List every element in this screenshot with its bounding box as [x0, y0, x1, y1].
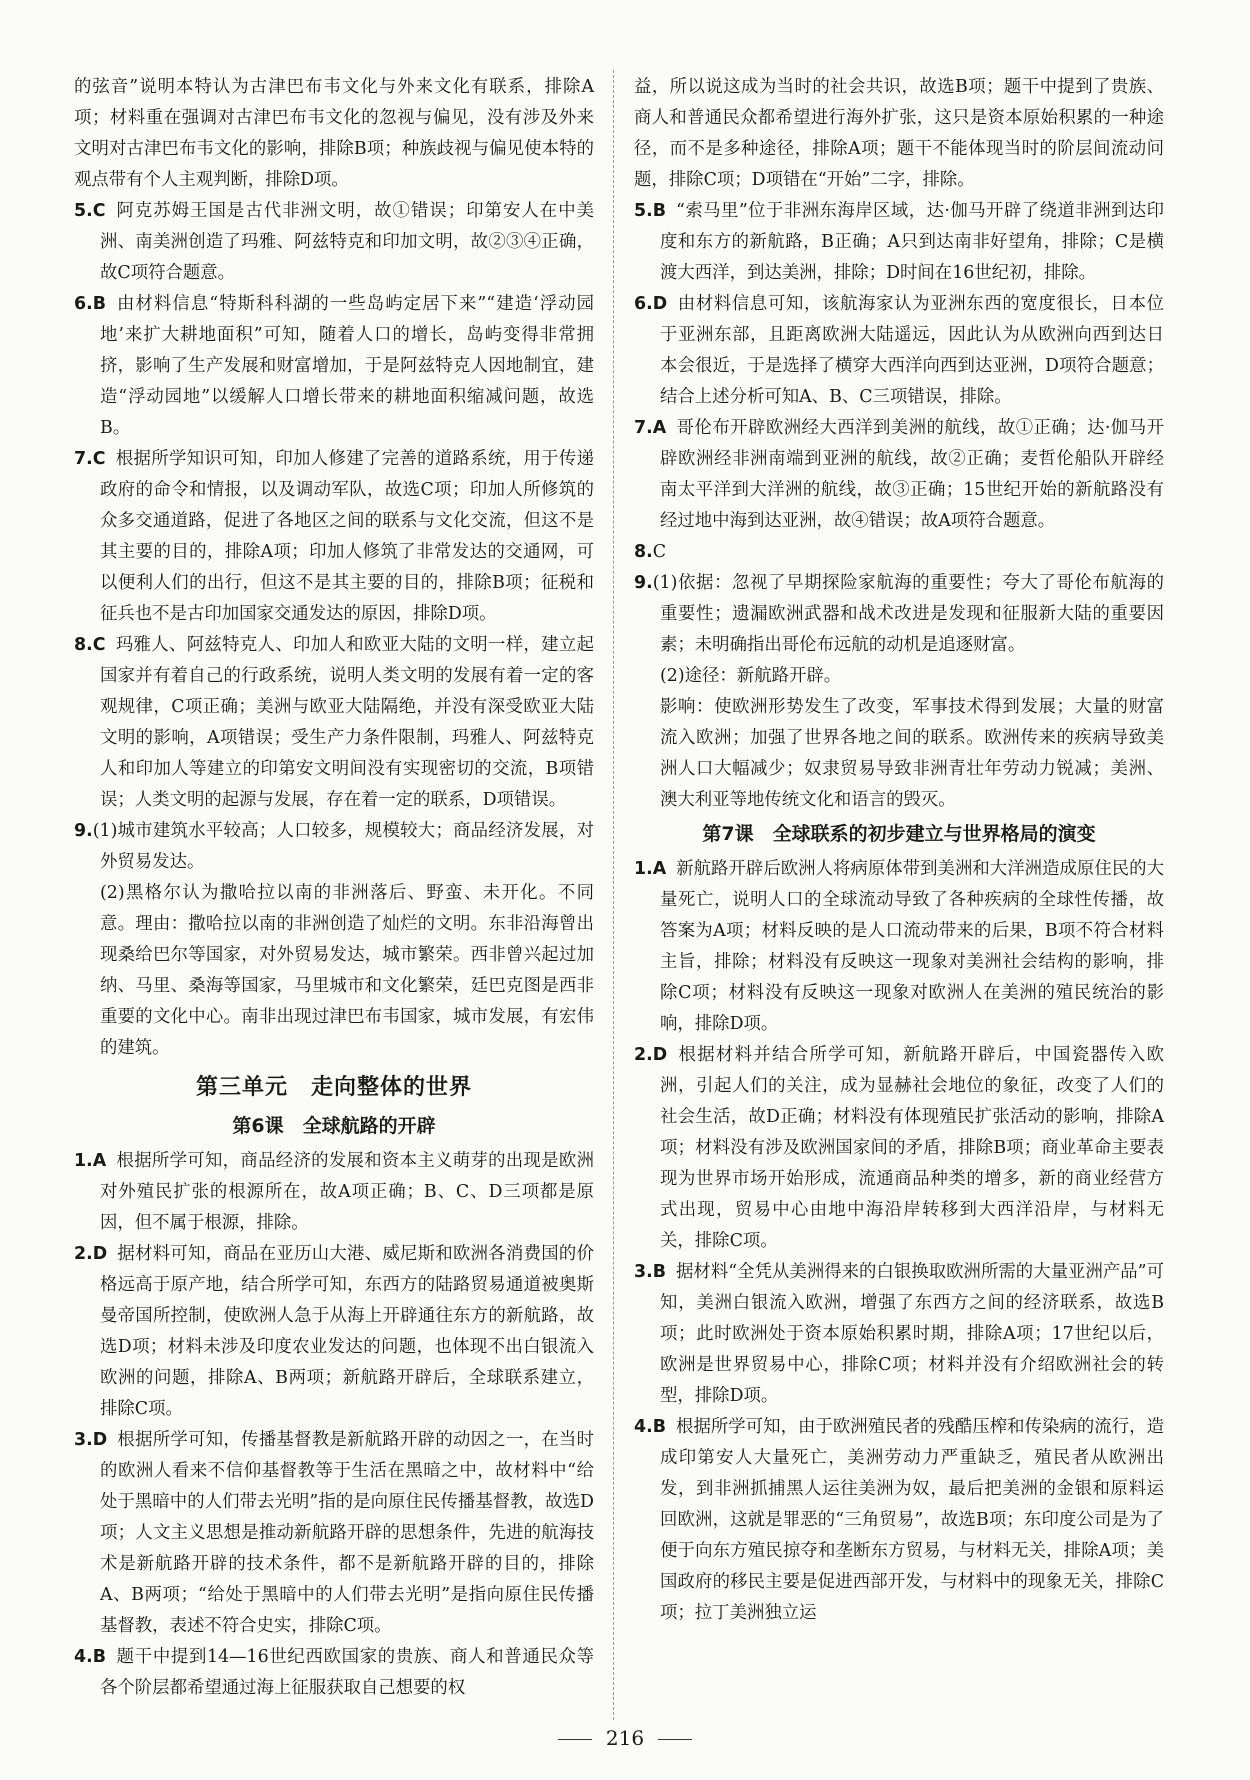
explanation-text: 据材料“全凭从美洲得来的白银换取欧洲所需的大量亚洲产品”可知，美洲白银流入欧洲，增强了东西方之间的经济联系，故选B项；此时欧洲处于资本原始积累时期，排除A项；17世纪以后，欧洲是世界贸易中心，排除C项；材料并没有介绍欧洲社会的转型，排除D项。	[660, 1262, 1164, 1406]
footer-dash-left	[558, 1739, 592, 1740]
item-number: 8.	[74, 635, 93, 655]
explanation-text: 哥伦布开辟欧洲经大西洋到美洲的航线，故①正确；达·伽马开辟欧洲经非洲南端到亚洲的航线，故②正确；麦哲伦船队开辟经南太平洋到大洋洲的航线，故③正确；15世纪开始的新航路没有经过地中海到达亚洲，故④错误；故A项符合题意。	[660, 418, 1164, 531]
item-number: 1.	[74, 1151, 93, 1171]
continued-text: 的弦音”说明本特认为古津巴布韦文化与外来文化有联系，排除A项；材料重在强调对古津巴布韦文化的忽视与偏见，没有涉及外来文明对古津巴布韦文化的影响，排除B项；种族歧视与偏见使本特的观点带有个人主观判断，排除D项。	[74, 77, 594, 190]
answer-letter: B	[652, 1417, 666, 1437]
answer-item	[74, 1239, 594, 1425]
continued-text: 益，所以说这成为当时的社会共识，故选B项；题干中提到了贵族、商人和普通民众都希望进行海外扩张，这只是资本原始积累的一种途径，而不是多种途径，排除A项；题干不能体现当时的阶层间流动问题，排除C项；D项错在“开始”二字，排除。	[634, 77, 1164, 190]
item-number: 4.	[74, 1647, 93, 1667]
answer-letter: C	[92, 449, 106, 469]
item-number: 5.	[74, 201, 93, 221]
explanation-text: 根据所学可知，商品经济的发展和资本主义萌芽的出现是欧洲对外殖民扩张的根源所在，故A项正确；B、C、D三项都是原因，但不属于根源，排除。	[100, 1151, 594, 1233]
item-number: 2.	[634, 1045, 653, 1065]
answer-letter: D	[652, 294, 668, 314]
answer-item	[634, 1040, 1164, 1257]
page-number: 216	[605, 1726, 645, 1750]
explanation-text: (1)城市建筑水平较高；人口较多，规模较大；商品经济发展，对外贸易发达。	[92, 821, 594, 872]
answer-letter: D	[652, 1045, 668, 1065]
answer-item	[634, 537, 1164, 568]
item-number: 7.	[74, 449, 93, 469]
answer-item	[634, 1257, 1164, 1412]
answer-item	[634, 289, 1164, 413]
sub-answer: 影响：使欧洲形势发生了改变，军事技术得到发展；大量的财富流入欧洲；加强了世界各地之间的联系。欧洲传来的疾病导致美洲人口大幅减少；奴隶贸易导致非洲青壮年劳动力锐减；美洲、澳大利亚等地传统文化和语言的毁灭。	[660, 697, 1164, 810]
footer-dash-right	[658, 1739, 692, 1740]
item-number: 4.	[634, 1417, 653, 1437]
explanation-text: 根据材料并结合所学可知，新航路开辟后，中国瓷器传入欧洲，引起人们的关注，成为显赫社会地位的象征，改变了人们的社会生活，故D正确；材料没有体现殖民扩张活动的影响，排除A项；材料没有涉及欧洲国家间的矛盾，排除B项；商业革命主要表现为世界市场开始形成，流通商品种类的增多，新的商业经营方式出现，贸易中心由地中海沿岸转移到大西洋沿岸，与材料无关，排除C项。	[660, 1045, 1164, 1251]
explanation-text: 据材料可知，商品在亚历山大港、威尼斯和欧洲各消费国的价格远高于原产地，结合所学可知，东西方的陆路贸易通道被奥斯曼帝国所控制，使欧洲人急于从海上开辟通往东方的新航路，故选D项；材料未涉及印度农业发达的问题，也体现不出白银流入欧洲的问题，排除A、B两项；新航路开辟后，全球联系建立，排除C项。	[100, 1244, 594, 1419]
sub-answer: (2)黑格尔认为撒哈拉以南的非洲落后、野蛮、未开化。不同意。理由：撒哈拉以南的非洲创造了灿烂的文明。东非沿海曾出现桑给巴尔等国家，对外贸易发达，城市繁荣。西非曾兴起过加纳、马里、桑海等国家，马里城市和文化繁荣，廷巴克图是西非重要的文化中心。南非出现过津巴布韦国家，城市发展，有宏伟的建筑。	[100, 883, 594, 1058]
left-column	[74, 72, 594, 1704]
item-number: 2.	[74, 1244, 93, 1264]
answer-letter: B	[652, 201, 666, 221]
answer-item	[634, 568, 1164, 661]
page-footer	[0, 1726, 1250, 1750]
item-number: 6.	[634, 294, 653, 314]
item-number: 8.	[634, 542, 653, 562]
answer-letter: D	[92, 1244, 108, 1264]
item-number: 9.	[74, 821, 93, 841]
answer-letter: B	[92, 1647, 106, 1667]
answer-item	[74, 196, 594, 289]
answer-item	[634, 1412, 1164, 1629]
answer-letter: C	[92, 201, 106, 221]
answer-item	[74, 1146, 594, 1239]
answer-letter: A	[92, 1151, 107, 1171]
answer-item	[74, 444, 594, 630]
explanation-text: C	[652, 542, 667, 562]
answer-letter: B	[92, 294, 106, 314]
item-number: 3.	[74, 1430, 93, 1450]
sub-answer: (2)途径：新航路开辟。	[660, 666, 842, 686]
answer-item	[74, 1425, 594, 1642]
answer-letter: D	[92, 1430, 108, 1450]
answer-letter: A	[652, 418, 667, 438]
lesson-title: 第7课 全球联系的初步建立与世界格局的演变	[702, 823, 1096, 845]
explanation-text: 阿克苏姆王国是古代非洲文明，故①错误；印第安人在中美洲、南美洲创造了玛雅、阿兹特克和印加文明，故②③④正确，故C项符合题意。	[100, 201, 594, 283]
answer-item	[74, 816, 594, 878]
explanation-text: 根据所学可知，由于欧洲殖民者的残酷压榨和传染病的流行，造成印第安人大量死亡，美洲劳动力严重缺乏，殖民者从欧洲出发，到非洲抓捕黑人运往美洲为奴，最后把美洲的金银和原料运回欧洲，这就是罪恶的“三角贸易”，故选B项；东印度公司是为了便于向东方殖民掠夺和垄断东方贸易，与材料无关，排除A项；美国政府的移民主要是促进西部开发，与材料中的现象无关，排除C项；拉丁美洲独立运	[660, 1417, 1164, 1623]
explanation-text: (1)依据：忽视了早期探险家航海的重要性；夸大了哥伦布航海的重要性；遗漏欧洲武器和战术改进是发现和征服新大陆的重要因素；未明确指出哥伦布远航的动机是追逐财富。	[652, 573, 1164, 655]
answer-item	[74, 630, 594, 816]
column-divider	[613, 70, 614, 1720]
item-number: 3.	[634, 1262, 653, 1282]
item-number: 9.	[634, 573, 653, 593]
lesson-title: 第6课 全球航路的开辟	[232, 1115, 436, 1137]
answer-item	[634, 196, 1164, 289]
explanation-text: “索马里”位于非洲东海岸区域，达·伽马开辟了绕道非洲到达印度和东方的新航路，B正确；A只到达南非好望角，排除；C是横渡大西洋，到达美洲，排除；D时间在16世纪初，排除。	[660, 201, 1164, 283]
unit-title: 第三单元 走向整体的世界	[195, 1075, 472, 1100]
answer-item	[74, 289, 594, 444]
right-column	[634, 72, 1164, 1629]
explanation-text: 根据所学可知，传播基督教是新航路开辟的动因之一，在当时的欧洲人看来不信仰基督教等于生活在黑暗之中，故材料中“给处于黑暗中的人们带去光明”指的是向原住民传播基督教，故选D项；人文主义思想是推动新航路开辟的思想条件，先进的航海技术是新航路开辟的技术条件，都不是新航路开辟的目的，排除A、B两项；“给处于黑暗中的人们带去光明”是指向原住民传播基督教，表述不符合史实，排除C项。	[100, 1430, 594, 1636]
answer-letter: C	[92, 635, 106, 655]
answer-item	[74, 1642, 594, 1704]
answer-letter: B	[652, 1262, 666, 1282]
item-number: 6.	[74, 294, 93, 314]
explanation-text: 新航路开辟后欧洲人将病原体带到美洲和大洋洲造成原住民的大量死亡，说明人口的全球流动导致了各种疾病的全球性传播，故答案为A项；材料反映的是人口流动带来的后果，B项不符合材料主旨，排除；材料没有反映这一现象对美洲社会结构的影响，排除C项；材料没有反映这一现象对欧洲人在美洲的殖民统治的影响，排除D项。	[660, 859, 1164, 1034]
explanation-text: 题干中提到14—16世纪西欧国家的贵族、商人和普通民众等各个阶层都希望通过海上征服获取自己想要的权	[100, 1647, 594, 1698]
explanation-text: 玛雅人、阿兹特克人、印加人和欧亚大陆的文明一样，建立起国家并有着自己的行政系统，说明人类文明的发展有着一定的客观规律，C项正确；美洲与欧亚大陆隔绝，并没有深受欧亚大陆文明的影响，A项错误；受生产力条件限制，玛雅人、阿兹特克人和印加人等建立的印第安文明间没有实现密切的交流，B项错误；人类文明的起源与发展，存在着一定的联系，D项错误。	[100, 635, 594, 810]
explanation-text: 由材料信息“特斯科科湖的一些岛屿定居下来”“建造‘浮动园地’来扩大耕地面积”可知，随着人口的增长，岛屿变得非常拥挤，影响了生产发展和财富增加，于是阿兹特克人因地制宜，建造“浮动园地”以缓解人口增长带来的耕地面积缩减问题，故选B。	[100, 294, 594, 438]
answer-item	[634, 413, 1164, 537]
item-number: 7.	[634, 418, 653, 438]
answer-letter: A	[652, 859, 667, 879]
answer-item	[634, 854, 1164, 1040]
item-number: 1.	[634, 859, 653, 879]
item-number: 5.	[634, 201, 653, 221]
explanation-text: 根据所学知识可知，印加人修建了完善的道路系统，用于传递政府的命令和情报，以及调动军队，故选C项；印加人所修筑的众多交通道路，促进了各地区之间的联系与文化交流，但这不是其主要的目的，排除A项；印加人修筑了非常发达的交通网，可以便利人们的出行，但这不是其主要的目的，排除B项；征税和征兵也不是古印加国家交通发达的原因，排除D项。	[100, 449, 594, 624]
explanation-text: 由材料信息可知，该航海家认为亚洲东西的宽度很长，日本位于亚洲东部，且距离欧洲大陆遥远，因此认为从欧洲向西到达日本会很近，于是选择了横穿大西洋向西到达亚洲，D项符合题意；结合上述分析可知A、B、C三项错误，排除。	[660, 294, 1164, 407]
